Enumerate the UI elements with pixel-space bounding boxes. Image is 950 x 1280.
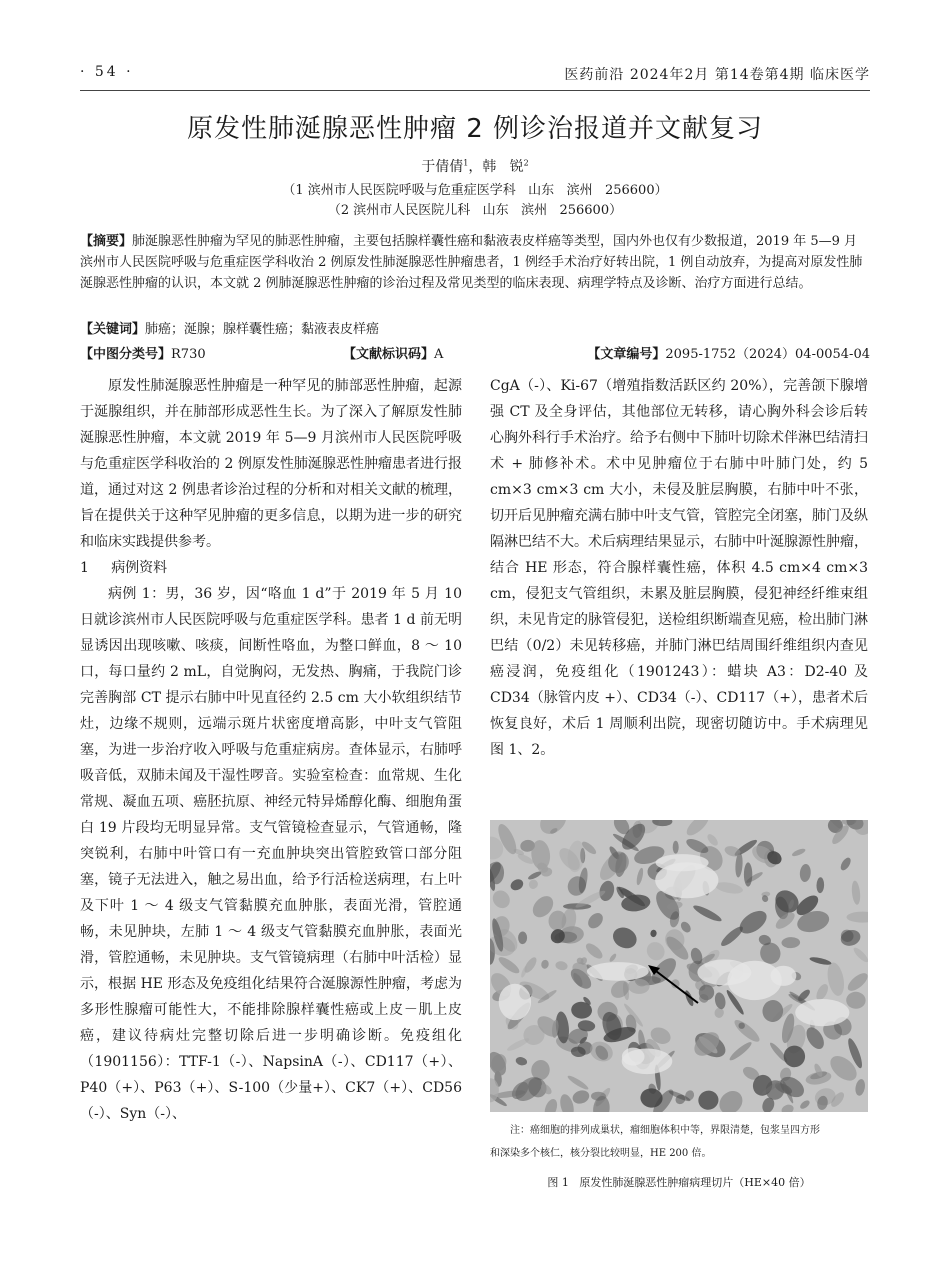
lumen-space (622, 1048, 645, 1066)
article-number-value: 2095-1752（2024）04-0054-04 (665, 347, 870, 362)
section-heading (80, 555, 462, 581)
histology-image (490, 820, 868, 1112)
header-rule (80, 90, 870, 91)
affiliation-2: （2 滨州市人民医院儿科 山东 滨州 256600） (327, 203, 623, 218)
section-number: 1 (80, 560, 89, 576)
left-column (80, 373, 462, 1127)
abstract-label: 【摘要】 (80, 234, 133, 249)
author-2: 韩 锐 (482, 159, 524, 175)
document-code (343, 343, 443, 362)
author-1: 于倩倩 (421, 159, 464, 175)
article-title: 原发性肺涎腺恶性肿瘤 2 例诊治报道并文献复习 (186, 114, 764, 144)
article-number (587, 343, 870, 362)
tissue-cell (744, 862, 752, 886)
article-number-label: 【文章编号】 (587, 347, 666, 362)
keywords (80, 319, 870, 340)
pathology-figure (490, 820, 868, 1112)
classification-value: R730 (171, 347, 206, 362)
document-code-value: A (434, 347, 444, 362)
abstract (80, 231, 870, 294)
right-column (490, 373, 868, 763)
lumen-space (655, 862, 718, 898)
running-header (80, 62, 870, 86)
intro-paragraph: 原发性肺涎腺恶性肿瘤是一种罕见的肺部恶性肿瘤，起源于涎腺组织，并在肺部形成恶性生长。为了深入了解原发性肺涎腺恶性肿瘤，本文就 2019 年 5—9 月滨州市人民医院呼吸与危重症医学科收治的 2 例原发性肺涎腺恶性肿瘤患者进行报道，通过对这 2 例患者诊治过程的分析和对相关文献的梳理，旨在提供关于这种罕见肿瘤的更多信息，以期为进一步的研究和临床实践提供参考。 (80, 378, 462, 550)
document-code-label: 【文献标识码】 (343, 347, 435, 362)
figure-note-line-2: 和深染多个核仁，核分裂比较明显，HE 200 倍。 (490, 1148, 712, 1159)
author-separator: ， (468, 159, 483, 175)
abstract-text: 肺涎腺恶性肿瘤为罕见的肺恶性肿瘤，主要包括腺样囊性癌和黏液表皮样癌等类型，国内外也仅有少数报道，2019 年 5—9 月滨州市人民医院呼吸与危重症医学科收治 2 例原发性肺涎腺恶性肿瘤患者，1 例经手术治疗好转出院，1 例自动放弃，为提高对原发性肺涎腺恶性肿瘤的认识，本文就 2 例肺涎腺恶性肿瘤的诊治过程及常见类型的临床表现、病理学特点及诊断、治疗方面进行总结。 (80, 234, 863, 291)
lumen-space (697, 959, 751, 985)
keywords-label: 【关键词】 (80, 322, 146, 337)
figure-note-line-1: 注：癌细胞的排列成巢状，瘤细胞体积中等，界限清楚，包浆呈四方形 (510, 1125, 820, 1136)
case1-paragraph: 病例 1：男，36 岁，因“咯血 1 d”于 2019 年 5 月 10 日就诊滨州市人民医院呼吸与危重症医学科。患者 1 d 前无明显诱因出现咳嗽、咳痰，间断性咯血，为整口鲜血，8 ～ 10 口，每口量约 2 mL，自觉胸闷，无发热、胸痛，于我院门诊完善胸部 CT 提示右肺中叶见直径约 2.5 cm 大小软组织结节灶，边缘不规则，远端示斑片状密度增高影，中叶支气管阻塞，为进一步治疗收入呼吸与危重症病房。查体显示，右肺呼吸音低，双肺未闻及干湿性啰音。实验室检查：血常规、生化常规、凝血五项、癌胚抗原、神经元特异烯醇化酶、细胞角蛋白 19 片段均无明显异常。支气管镜检查显示，气管通畅，隆突锐利，右肺中叶管口有一充血肿块突出管腔致管口部分阻塞，镜子无法进入，触之易出血，给予行活检送病理，右上叶及下叶 1 ～ 4 级支气管黏膜充血肿胀，表面光滑，管腔通畅，未见肿块，左肺 1 ～ 4 级支气管黏膜充血肿胀，表面光滑，管腔通畅，未见肿块。支气管镜病理（右肺中叶活检）显示，根据 HE 形态及免疫组化结果符合涎腺源性肿瘤，考虑为多形性腺瘤可能性大，不能排除腺样囊性癌或上皮－肌上皮癌，建议待病灶完整切除后进一步明确诊断。免疫组化（1901156）：TTF-1（-）、NapsinA（-）、CD117（+）、P40（+）、P63（+）、S-100（少量+）、CK7（+）、CD56（-）、Syn（-）、 (80, 586, 462, 1122)
case1-continued: CgA（-）、Ki-67（增殖指数活跃区约 20%），完善颌下腺增强 CT 及全身评估，其他部位无转移，请心胸外科会诊后转心胸外科行手术治疗。给予右侧中下肺叶切除术伴淋巴结清扫术 + 肺修补术。术中见肿瘤位于右肺中叶肺门处，约 5 cm×3 cm×3 cm 大小，未侵及脏层胸膜，右肺中叶不张，切开后见肿瘤充满右肺中叶支气管，管腔完全闭塞，肺门及纵隔淋巴结不大。术后病理结果显示，右肺中叶涎腺源性肿瘤，结合 HE 形态，符合腺样囊性癌，体积 4.5 cm×4 cm×3 cm，侵犯支气管组织，未累及脏层胸膜，侵犯神经纤维束组织，未见肯定的脉管侵犯，送检组织断端查见癌，检出肺门淋巴结（0/2）未见转移癌，并肺门淋巴结周围纤维组织内查见癌浸润，免疫组化（1901243）：蜡块 A3：D2-40 及 CD34（脉管内皮 +）、CD34（-）、CD117（+），患者术后恢复良好，术后 1 周顺利出院，现密切随访中。手术病理见图 1、2。 (490, 378, 868, 758)
keywords-text: 肺癌；涎腺；腺样囊性癌；黏液表皮样癌 (145, 322, 380, 337)
author-1-affil: 1 (463, 158, 469, 168)
author-2-affil: 2 (523, 158, 529, 168)
affiliation-1: （1 滨州市人民医院呼吸与危重症医学科 山东 滨州 256600） (282, 183, 668, 198)
journal-info: 医药前沿 2024年2月 第14卷第4期 临床医学 (564, 67, 870, 83)
classification-label: 【中图分类号】 (80, 347, 172, 362)
lumen-space (795, 999, 849, 1026)
tissue-cell (673, 841, 679, 854)
authors (80, 156, 870, 176)
lumen-space (499, 984, 531, 1020)
figure-caption: 图 1 原发性肺涎腺恶性肿瘤病理切片（HE×40 倍） (547, 1176, 811, 1189)
lumen-space (587, 962, 649, 981)
page-number: · 54 · (80, 64, 134, 80)
classification (80, 343, 206, 362)
section-title: 病例资料 (111, 560, 168, 576)
